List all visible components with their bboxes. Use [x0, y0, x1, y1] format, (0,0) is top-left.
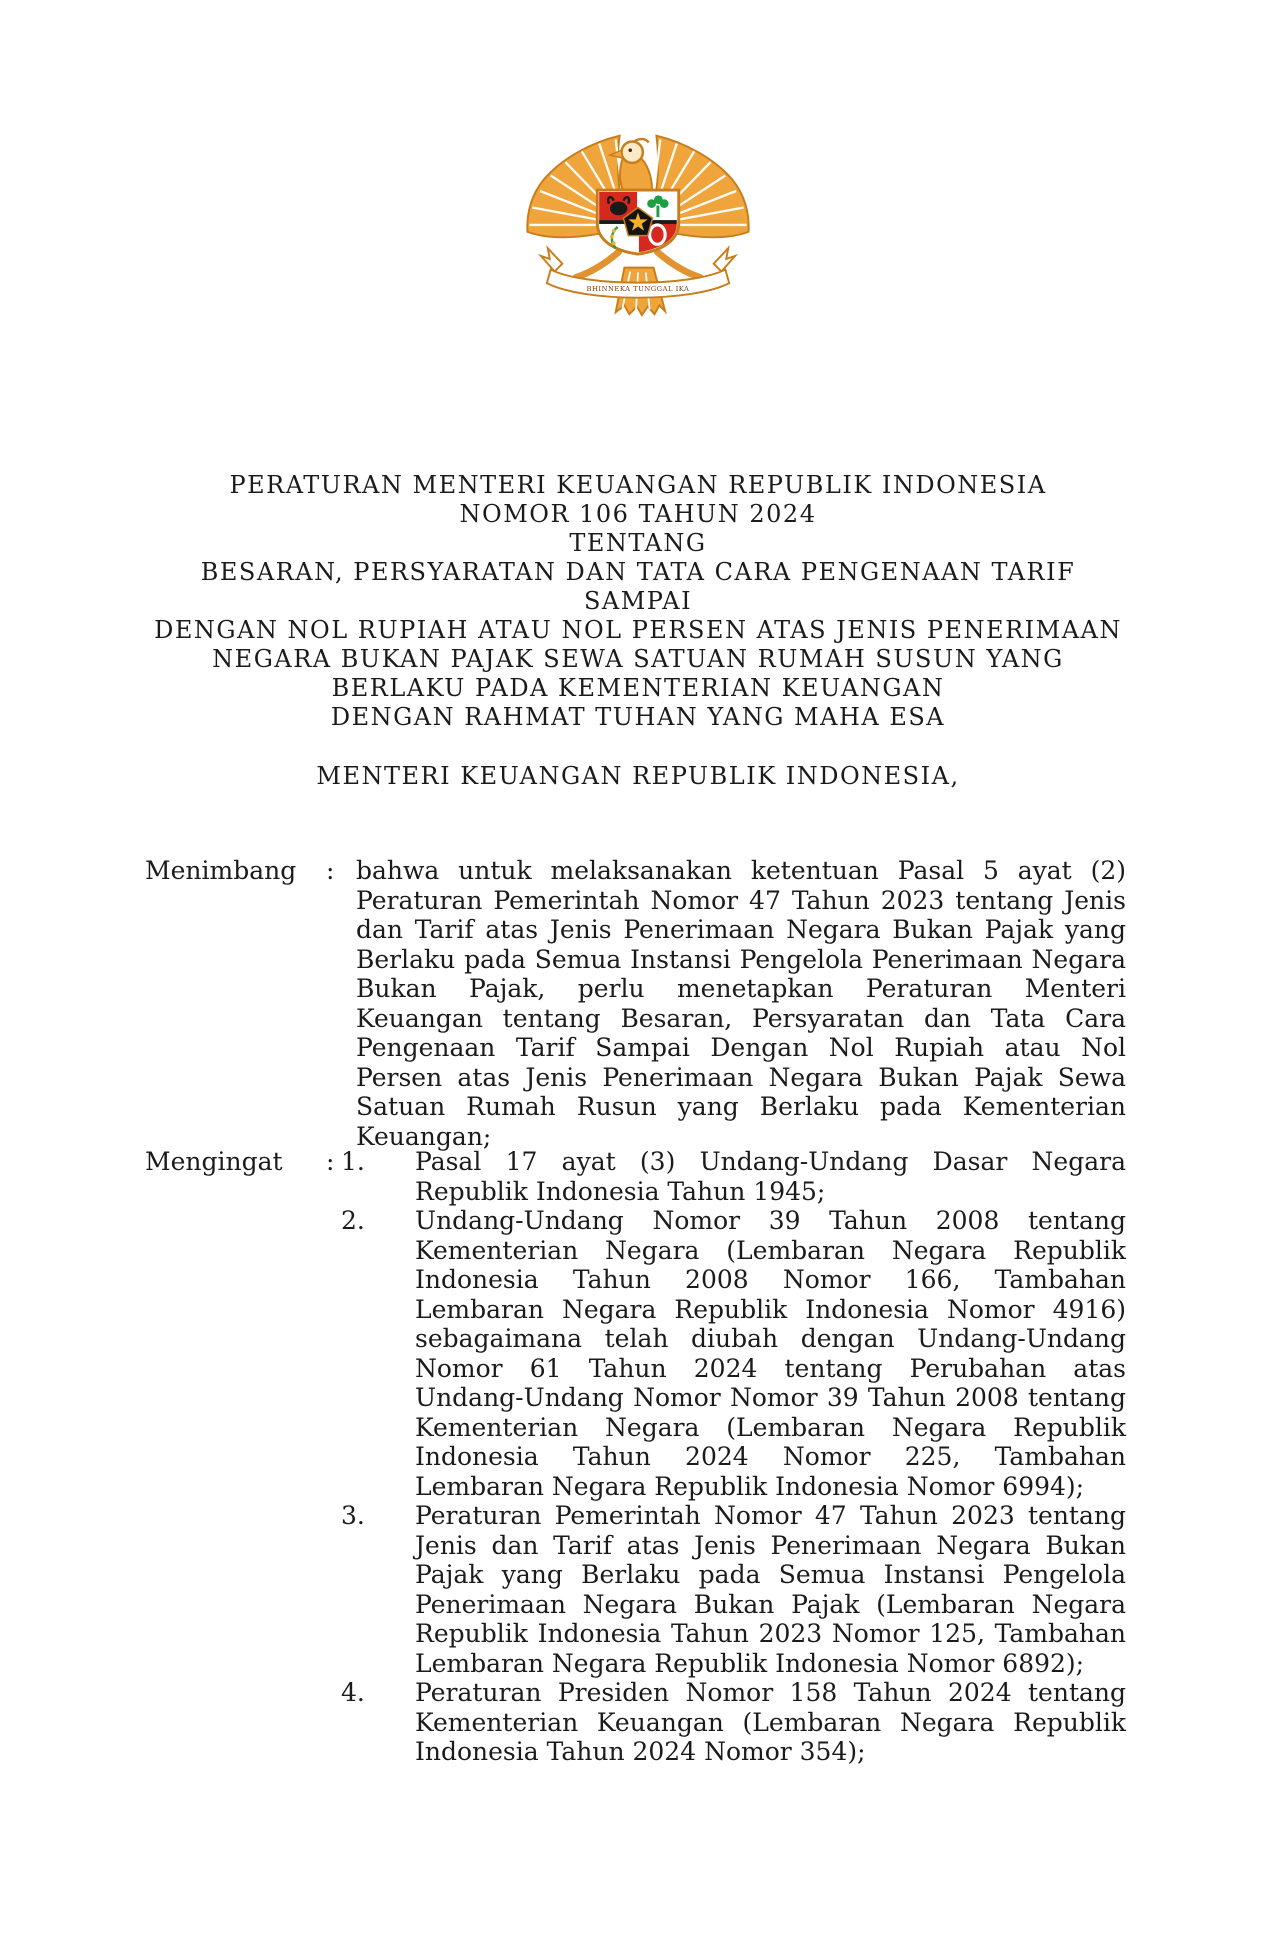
pancasila-shield: [597, 190, 678, 254]
emblem-banner-text: BHINNEKA TUNGGAL IKA: [586, 284, 690, 293]
legal-basis-label: Mengingat: [145, 1147, 283, 1176]
title-line-tentang: TENTANG: [569, 529, 707, 557]
authority-line: MENTERI KEUANGAN REPUBLIK INDONESIA,: [316, 762, 960, 790]
title-line-regulation: PERATURAN MENTERI KEUANGAN REPUBLIK INDONESIA: [229, 471, 1047, 499]
considerations-colon: :: [326, 856, 335, 885]
legal-basis-section: [145, 1147, 1126, 1767]
considerations-section: [145, 856, 1126, 1151]
legal-basis-list: [341, 1147, 1126, 1767]
legal-basis-item-2: [341, 1206, 1126, 1501]
item-text: Undang-Undang Nomor 39 Tahun 2008 tentang Kementerian Negara (Lembaran Negara Republik Indonesia Tahun 2008 Nomor 166, Tambahan Lembaran Negara Republik Indonesia Nomor 4916) sebagaimana telah diubah dengan Undang-Undang Nomor 61 Tahun 2024 tentang Perubahan atas Undang-Undang Nomor Nomor 39 Tahun 2008 tentang Kementerian Negara (Lembaran Negara Republik Indonesia Tahun 2024 Nomor 225, Tambahan Lembaran Negara Republik Indonesia Nomor 6994);: [415, 1206, 1126, 1501]
item-text: Peraturan Pemerintah Nomor 47 Tahun 2023 tentang Jenis dan Tarif atas Jenis Penerimaan Negara Bukan Pajak yang Berlaku pada Semua Instansi Pengelola Penerimaan Negara Bukan Pajak (Lembaran Negara Republik Indonesia Tahun 2023 Nomor 125, Tambahan Lembaran Negara Republik Indonesia Nomor 6892);: [415, 1501, 1126, 1678]
legal-basis-item-1: [341, 1147, 1126, 1206]
garuda-pancasila-emblem: [521, 126, 755, 320]
legal-basis-item-4: [341, 1678, 1126, 1767]
considerations-label: Menimbang: [145, 856, 297, 885]
document-title: [147, 471, 1129, 703]
title-line-subject-3: NEGARA BUKAN PAJAK SEWA SATUAN RUMAH SUSUN YANG: [212, 645, 1064, 673]
title-line-subject-2: DENGAN NOL RUPIAH ATAU NOL PERSEN ATAS JENIS PENERIMAAN: [154, 616, 1122, 644]
title-line-subject-1: BESARAN, PERSYARATAN DAN TATA CARA PENGENAAN TARIF SAMPAI: [200, 558, 1076, 615]
legal-basis-colon: :: [326, 1147, 335, 1176]
considerations-text: bahwa untuk melaksanakan ketentuan Pasal 5 ayat (2) Peraturan Pemerintah Nomor 47 Tahun 2023 tentang Jenis dan Tarif atas Jenis Penerimaan Negara Bukan Pajak yang Berlaku pada Semua Instansi Pengelola Penerimaan Negara Bukan Pajak, perlu menetapkan Peraturan Menteri Keuangan tentang Besaran, Persyaratan dan Tata Cara Pengenaan Tarif Sampai Dengan Nol Rupiah atau Nol Persen atas Jenis Penerimaan Negara Bukan Pajak Sewa Satuan Rumah Rusun yang Berlaku pada Kementerian Keuangan;: [356, 856, 1126, 1151]
legal-basis-item-3: [341, 1501, 1126, 1678]
invocation-line: DENGAN RAHMAT TUHAN YANG MAHA ESA: [330, 703, 946, 731]
item-text: Pasal 17 ayat (3) Undang-Undang Dasar Negara Republik Indonesia Tahun 1945;: [415, 1147, 1126, 1206]
title-line-number: NOMOR 106 TAHUN 2024: [459, 500, 817, 528]
title-line-subject-4: BERLAKU PADA KEMENTERIAN KEUANGAN: [331, 674, 945, 702]
item-number: 1.: [341, 1147, 365, 1176]
item-text: Peraturan Presiden Nomor 158 Tahun 2024 tentang Kementerian Keuangan (Lembaran Negara Republik Indonesia Tahun 2024 Nomor 354);: [415, 1678, 1126, 1766]
item-number: 4.: [341, 1678, 365, 1707]
item-number: 3.: [341, 1501, 365, 1530]
item-number: 2.: [341, 1206, 365, 1235]
